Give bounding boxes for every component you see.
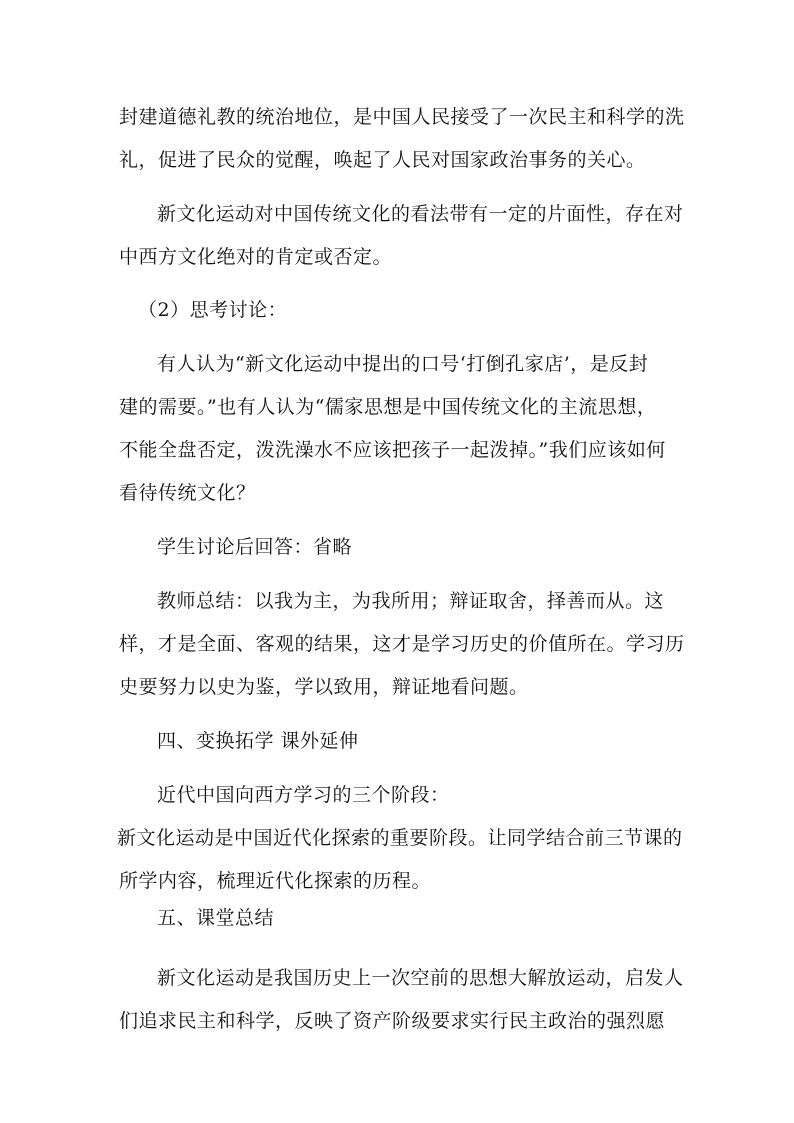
text-line: 新文化运动是我国历史上一次空前的思想大解放运动，启发人: [157, 967, 684, 989]
section-heading: 五、课堂总结: [157, 907, 275, 929]
text-line: 封建道德礼教的统治地位，是中国人民接受了一次民主和科学的洗: [119, 106, 685, 128]
text-line: 们追求民主和科学，反映了资产阶级要求实行民主政治的强烈愿: [119, 1010, 666, 1032]
text-line: 有人认为“新文化运动中提出的口号‘打倒孔家店’，是反封: [157, 353, 649, 375]
text-line: 史要努力以史为鉴，学以致用，辩证地看问题。: [119, 676, 529, 698]
text-line: 样，才是全面、客观的结果，这才是学习历史的价值所在。学习历: [119, 633, 685, 655]
text-line: 新文化运动是中国近代化探索的重要阶段。让同学结合前三节课的: [117, 827, 683, 849]
section-heading: 四、变换拓学 课外延伸: [157, 730, 359, 752]
text-line: 教师总结：以我为主，为我所用；辩证取舍，择善而从。这: [157, 590, 665, 612]
text-line: 近代中国向西方学习的三个阶段：: [157, 784, 450, 806]
text-line: 学生讨论后回答：省略: [157, 536, 353, 558]
text-line: 建的需要。”也有人认为“儒家思想是中国传统文化的主流思想，: [119, 396, 657, 418]
text-line: 看待传统文化？: [119, 482, 256, 504]
text-line: 中西方文化绝对的肯定或否定。: [119, 246, 393, 268]
subheading: （2）思考讨论：: [138, 299, 288, 321]
text-line: 所学内容，梳理近代化探索的历程。: [119, 870, 432, 892]
text-line: 不能全盘否定，泼洗澡水不应该把孩子一起泼掉。”我们应该如何: [119, 439, 666, 461]
text-line: 新文化运动对中国传统文化的看法带有一定的片面性，存在对: [157, 203, 684, 225]
text-line: 礼，促进了民众的觉醒，唤起了人民对国家政治事务的关心。: [119, 149, 646, 171]
